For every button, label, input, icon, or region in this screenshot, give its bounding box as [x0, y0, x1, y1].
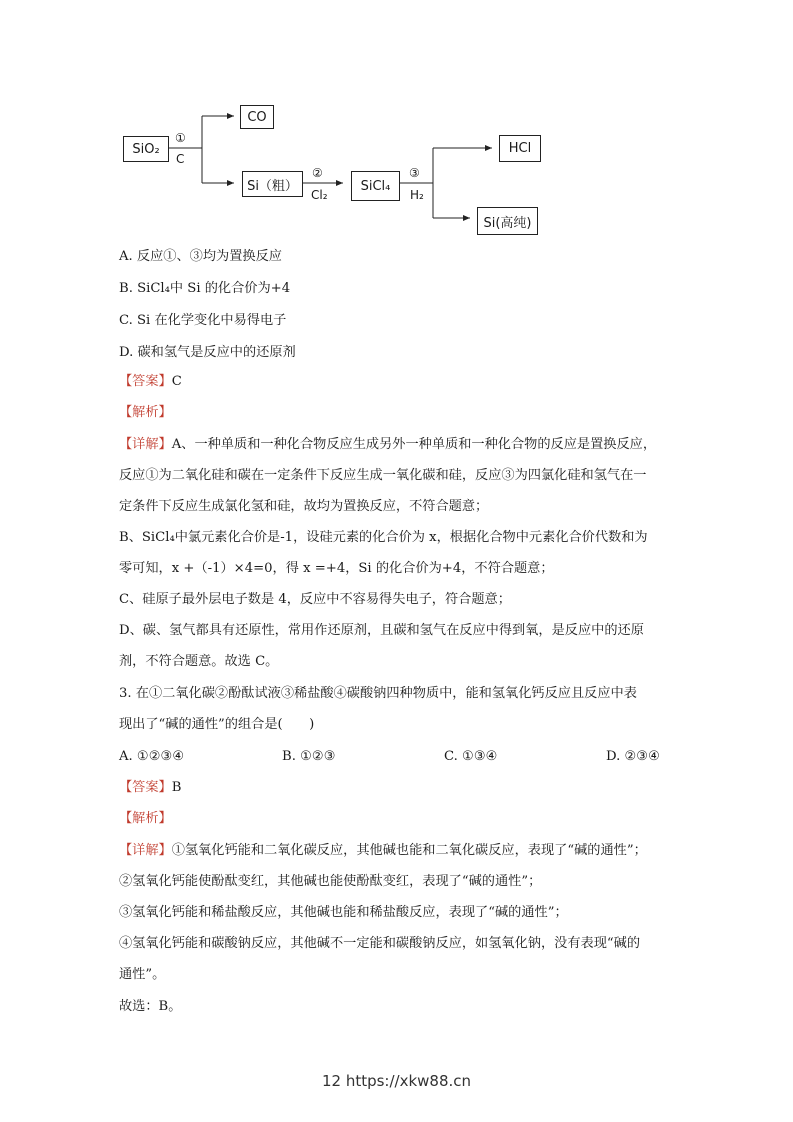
q3-detail-line-1: [119, 842, 647, 860]
q3-detail-line-4: ④氢氧化钙能和碳酸钠反应，其他碱不一定能和碳酸钠反应，如氢氧化钠，没有表现“碱的: [119, 936, 641, 951]
box-co: CO: [240, 105, 274, 129]
q2-detail-line-8: 剂，不符合题意。故选 C。: [119, 654, 279, 669]
q3-detail-line-3: ③氢氧化钙能和稀盐酸反应，其他碱也能和稀盐酸反应，表现了“碱的通性”；: [119, 905, 568, 920]
step1-reagent: C: [176, 152, 185, 166]
q2-detail-line-1: [119, 436, 656, 454]
q3-detail-line-6: 故选：B。: [119, 999, 182, 1014]
step2-number: ②: [312, 166, 323, 180]
q2-detail-text-1: A、一种单质和一种化合物反应生成另外一种单质和一种化合物的反应是置换反应，: [171, 437, 657, 452]
q3-option-c: C. ①③④: [444, 749, 498, 764]
q2-analysis-tag: 【解析】: [119, 405, 172, 420]
q2-detail-line-7: D、碳、氢气都具有还原性，常用作还原剂，且碳和氢气在反应中得到氧，是反应中的还原: [119, 623, 644, 638]
q3-detail-tag: 【详解】: [119, 843, 172, 858]
q3-analysis-tag: 【解析】: [119, 811, 172, 826]
q2-detail-line-2: 反应①为二氧化硅和碳在一定条件下反应生成一氧化碳和硅，反应③为四氯化硅和氢气在一: [119, 468, 647, 483]
q2-detail-line-4: B、SiCl₄中氯元素化合价是-1，设硅元素的化合价为 x，根据化合物中元素化合价代数和为: [119, 530, 648, 545]
q2-detail-line-3: 定条件下反应生成氯化氢和硅，故均为置换反应，不符合题意；: [119, 499, 489, 514]
step3-reagent: H₂: [410, 188, 424, 202]
q3-stem-line-1: 3. 在①二氧化碳②酚酞试液③稀盐酸④碳酸钠四种物质中，能和氢氧化钙反应且反应中表: [119, 686, 637, 701]
q3-detail-text-1: ①氢氧化钙能和二氧化碳反应，其他碱也能和二氧化碳反应，表现了“碱的通性”；: [171, 843, 647, 858]
q2-detail-line-6: C、硅原子最外层电子数是 4，反应中不容易得失电子，符合题意；: [119, 592, 511, 607]
q2-answer: [119, 373, 182, 391]
box-sio2: SiO₂: [123, 136, 169, 162]
box-si-crude: Si（粗）: [242, 171, 303, 197]
q2-option-a: A. 反应①、③均为置换反应: [119, 249, 282, 264]
q3-answer: [119, 779, 181, 797]
box-sicl4: SiCl₄: [351, 171, 400, 201]
page-footer: 12 https://xkw88.cn: [321, 1072, 472, 1090]
step3-number: ③: [409, 166, 420, 180]
q3-option-b: B. ①②③: [282, 749, 336, 764]
q2-answer-value: C: [171, 374, 182, 389]
q3-answer-tag: 【答案】: [119, 780, 172, 795]
q2-option-b: B. SiCl₄中 Si 的化合价为+4: [119, 281, 291, 296]
reaction-flow-diagram: [0, 0, 793, 245]
box-si-pure: Si(高纯): [477, 207, 538, 235]
q3-option-a: A. ①②③④: [119, 749, 185, 764]
q2-detail-line-5: 零可知，x +（-1）×4=0，得 x =+4，Si 的化合价为+4，不符合题意；: [119, 561, 554, 576]
q3-detail-line-2: ②氢氧化钙能使酚酞变红，其他碱也能使酚酞变红，表现了“碱的通性”；: [119, 874, 542, 889]
q3-answer-value: B: [171, 780, 182, 795]
flow-arrows: [0, 0, 793, 245]
q2-option-c: C. Si 在化学变化中易得电子: [119, 313, 287, 328]
box-hcl: HCl: [499, 135, 541, 162]
q2-detail-tag: 【详解】: [119, 437, 172, 452]
q2-answer-tag: 【答案】: [119, 374, 172, 389]
q2-option-d: D. 碳和氢气是反应中的还原剂: [119, 345, 296, 360]
q3-detail-line-5: 通性”。: [119, 967, 166, 982]
q3-stem-line-2: 现出了“碱的通性”的组合是( ): [119, 717, 315, 732]
step2-reagent: Cl₂: [311, 188, 328, 202]
q3-option-d: D. ②③④: [606, 749, 660, 764]
step1-number: ①: [175, 131, 186, 145]
